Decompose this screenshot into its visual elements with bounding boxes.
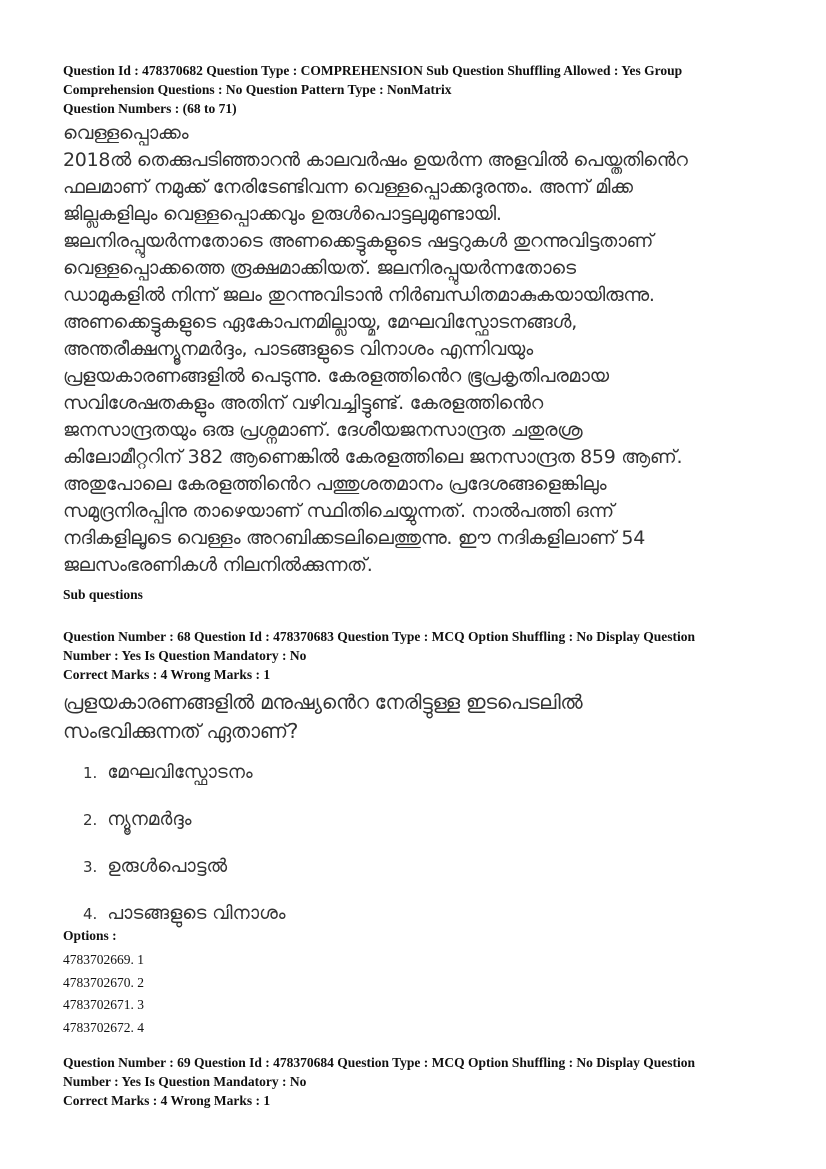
question-68 — [63, 627, 783, 1039]
comprehension-meta-line-1: Question Id : 478370682 Question Type : COMPREHENSION Sub Question Shuffling Allowed : Yes Group — [63, 63, 683, 78]
options-list — [63, 949, 783, 1039]
question-68-text-line-1: പ്രളയകാരണങ്ങളിൽ മനുഷ്യൻെറ നേരിട്ടുള്ള ഇടപെടലിൽ — [63, 690, 583, 714]
choice-item — [83, 854, 783, 901]
passage-line: ജില്ലകളിലും വെള്ളപ്പൊക്കവും ഉരുൾപൊട്ടലുമുണ്ടായി. — [63, 203, 502, 225]
options-label: Options : — [63, 928, 117, 943]
option-item: 4783702671. 3 — [63, 997, 144, 1012]
passage-line: അതുപോലെ കേരളത്തിൻെറ പത്തുശതമാനം പ്രദേശങ്ങളെങ്കിലും — [63, 473, 607, 495]
choice-text: ന്യൂനമർദ്ദം — [107, 809, 192, 830]
question-paper-page — [63, 61, 783, 1110]
option-item: 4783702669. 1 — [63, 952, 144, 967]
question-68-meta-line-1: Question Number : 68 Question Id : 478370683 Question Type : MCQ Option Shuffling : No Display Question — [63, 629, 695, 644]
question-68-text — [63, 688, 783, 746]
choice-item — [83, 760, 783, 807]
passage-line: സവിശേഷതകളും അതിന് വഴിവച്ചിട്ടുണ്ട്. കേരളത്തിൻെറ — [63, 392, 543, 414]
choice-text: പാടങ്ങളുടെ വിനാശം — [107, 903, 286, 924]
choice-number: 1. — [83, 764, 98, 782]
question-69 — [63, 1053, 783, 1110]
passage-line: വെള്ളപ്പൊക്കത്തെ രൂക്ഷമാക്കിയത്. ജലനിരപ്പുയർന്നതോടെ — [63, 257, 576, 279]
choice-text: ഉരുൾപൊട്ടൽ — [107, 856, 228, 877]
passage-line: ജലനിരപ്പുയർന്നതോടെ അണക്കെട്ടുകളുടെ ഷട്ടറുകൾ തുറന്നുവിട്ടതാണ് — [63, 230, 654, 252]
passage-line: ഫലമാണ് നമുക്ക് നേരിടേണ്ടിവന്ന വെള്ളപ്പൊക്കദുരന്തം. അന്ന് മിക്ക — [63, 176, 633, 198]
choice-number: 3. — [83, 858, 98, 876]
question-68-meta-line-2: Number : Yes Is Question Mandatory : No — [63, 648, 307, 663]
comprehension-meta-line-2: Comprehension Questions : No Question Pattern Type : NonMatrix — [63, 82, 452, 97]
choice-number: 4. — [83, 905, 98, 923]
question-69-meta-line-2: Number : Yes Is Question Mandatory : No — [63, 1074, 307, 1089]
passage-title: വെള്ളപ്പൊക്കം — [63, 122, 189, 144]
choice-text: മേഘവിസ്ഫോടനം — [107, 762, 253, 783]
passage-line: കിലോമീറ്ററിന് 382 ആണെങ്കിൽ കേരളത്തിലെ ജനസാന്ദ്രത 859 ആണ്. — [63, 446, 683, 468]
choice-number: 2. — [83, 811, 98, 829]
question-68-text-line-2: സംഭവിക്കുന്നത് ഏതാണ്? — [63, 719, 299, 743]
passage-line: അണക്കെട്ടുകളുടെ ഏകോപനമില്ലായ്മ, മേഘവിസ്ഫോടനങ്ങൾ, — [63, 311, 577, 333]
passage-line: ഡാമുകളിൽ നിന്ന് ജലം തുറന്നുവിടാൻ നിർബന്ധിതമാകുകയായിരുന്നു. — [63, 284, 655, 306]
choice-item — [83, 807, 783, 854]
passage-line: ജനസാന്ദ്രതയും ഒരു പ്രശ്നമാണ്. ദേശീയജനസാന്ദ്രത ചതുരശ്ര — [63, 419, 583, 441]
sub-questions-label: Sub questions — [63, 587, 143, 602]
passage-line: പ്രളയകാരണങ്ങളിൽ പെടുന്നു. കേരളത്തിൻെറ ഭൂപ്രകൃതിപരമായ — [63, 365, 609, 387]
passage-line: ജലസംഭരണികൾ നിലനിൽക്കുന്നത്. — [63, 554, 373, 576]
option-item: 4783702672. 4 — [63, 1019, 144, 1035]
comprehension-block — [63, 61, 783, 604]
question-69-marks: Correct Marks : 4 Wrong Marks : 1 — [63, 1093, 271, 1108]
question-68-choices — [83, 760, 783, 948]
question-68-marks: Correct Marks : 4 Wrong Marks : 1 — [63, 667, 271, 682]
passage-line: 2018ൽ തെക്കുപടിഞ്ഞാറൻ കാലവർഷം ഉയർന്ന അളവിൽ പെയ്തതിൻെറ — [63, 149, 688, 171]
passage-line: അന്തരീക്ഷന്യൂനമർദ്ദം, പാടങ്ങളുടെ വിനാശം എന്നിവയും — [63, 338, 533, 360]
option-item: 4783702670. 2 — [63, 974, 144, 990]
question-69-meta-line-1: Question Number : 69 Question Id : 478370684 Question Type : MCQ Option Shuffling : No Display Question — [63, 1055, 695, 1070]
passage — [63, 120, 783, 579]
passage-line: നദികളിലൂടെ വെള്ളം അറബിക്കടലിലെത്തുന്നു. ഈ നദികളിലാണ് 54 — [63, 527, 645, 549]
question-numbers: Question Numbers : (68 to 71) — [63, 101, 237, 116]
passage-line: സമുദ്രനിരപ്പിനു താഴെയാണ് സ്ഥിതിചെയ്യുന്നത്. നാൽപത്തി ഒന്ന് — [63, 500, 614, 522]
